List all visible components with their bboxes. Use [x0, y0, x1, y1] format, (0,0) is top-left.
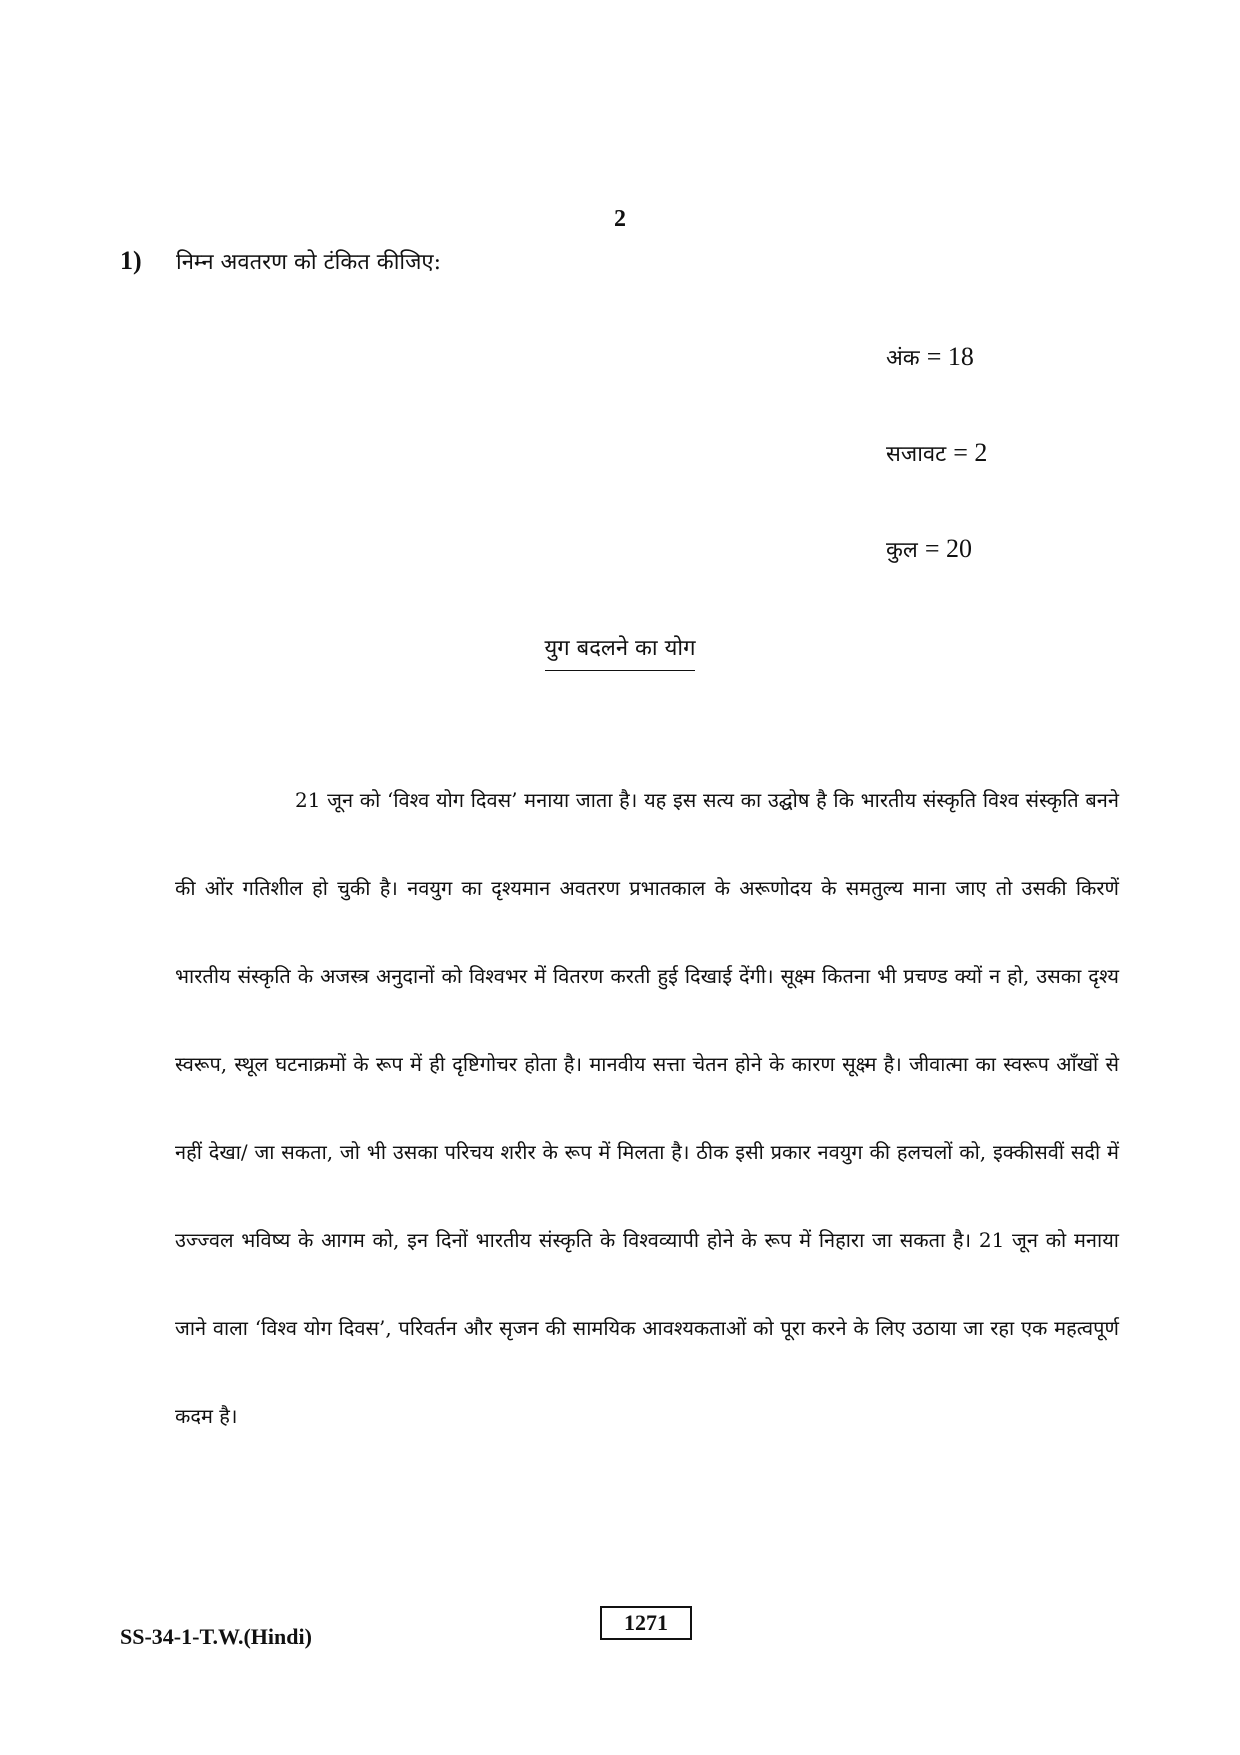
paper-code: SS-34-1-T.W.(Hindi) [120, 1624, 312, 1649]
marks-label: अंक [886, 346, 920, 371]
passage-body: 21 जून को ‘विश्व योग दिवस’ मनाया जाता है। यह इस सत्य का उद्घोष है कि भारतीय संस्कृति विश्व संस्कृति बनने की ओंर गतिशील हो चुकी है। नवयुग का दृश्यमान अवतरण प्रभातकाल के अरूणोदय के समतुल्य माना जाए तो उसकी किरणें भारतीय संस्कृति के अजस्त्र अनुदानों को विश्वभर में वितरण करती हुई दिखाई देंगी। सूक्ष्म कितना भी प्रचण्ड क्यों न हो, उसका दृश्य स्वरूप, स्थूल घटनाक्रमों के रूप में ही दृष्टिगोचर होता है। मानवीय सत्ता चेतन होने के कारण सूक्ष्म है। जीवात्मा का स्वरूप आँखों से नहीं देखा/ जा सकता, जो भी उसका परिचय शरीर के रूप में मिलता है। ठीक इसी प्रकार नवयुग की हलचलों को, इक्कीसवीं सदी में उज्ज्वल भविष्य के आगम को, इन दिनों भारतीय संस्कृति के विश्वव्यापी होने के रूप में निहारा जा सकता है। 21 जून को मनाया जाने वाला ‘विश्व योग दिवस’, परिवर्तन और सृजन की सामयिक आवश्यकताओं को पूरा करने के लिए उठाया जा रहा एक महत्वपूर्ण कदम है। [175, 788, 1119, 1428]
decoration-marks-entry [886, 438, 987, 468]
marks-value: = 20 [924, 534, 972, 563]
marks-value: = 2 [953, 438, 988, 467]
page-number: 2 [614, 206, 626, 232]
marks-label: कुल [886, 538, 918, 563]
question-instruction: निम्न अवतरण को टंकित कीजिए: [176, 250, 441, 275]
marks-value: = 18 [926, 342, 974, 371]
question-header [120, 246, 441, 276]
question-number: 1) [120, 246, 142, 275]
marks-label: सजावट [886, 442, 947, 467]
passage-title: युग बदलने का योग [545, 632, 696, 671]
total-marks-entry [886, 534, 972, 564]
page-serial-box: 1271 [600, 1606, 692, 1640]
passage-title-wrap [0, 632, 1240, 671]
marks-entry [886, 342, 974, 372]
